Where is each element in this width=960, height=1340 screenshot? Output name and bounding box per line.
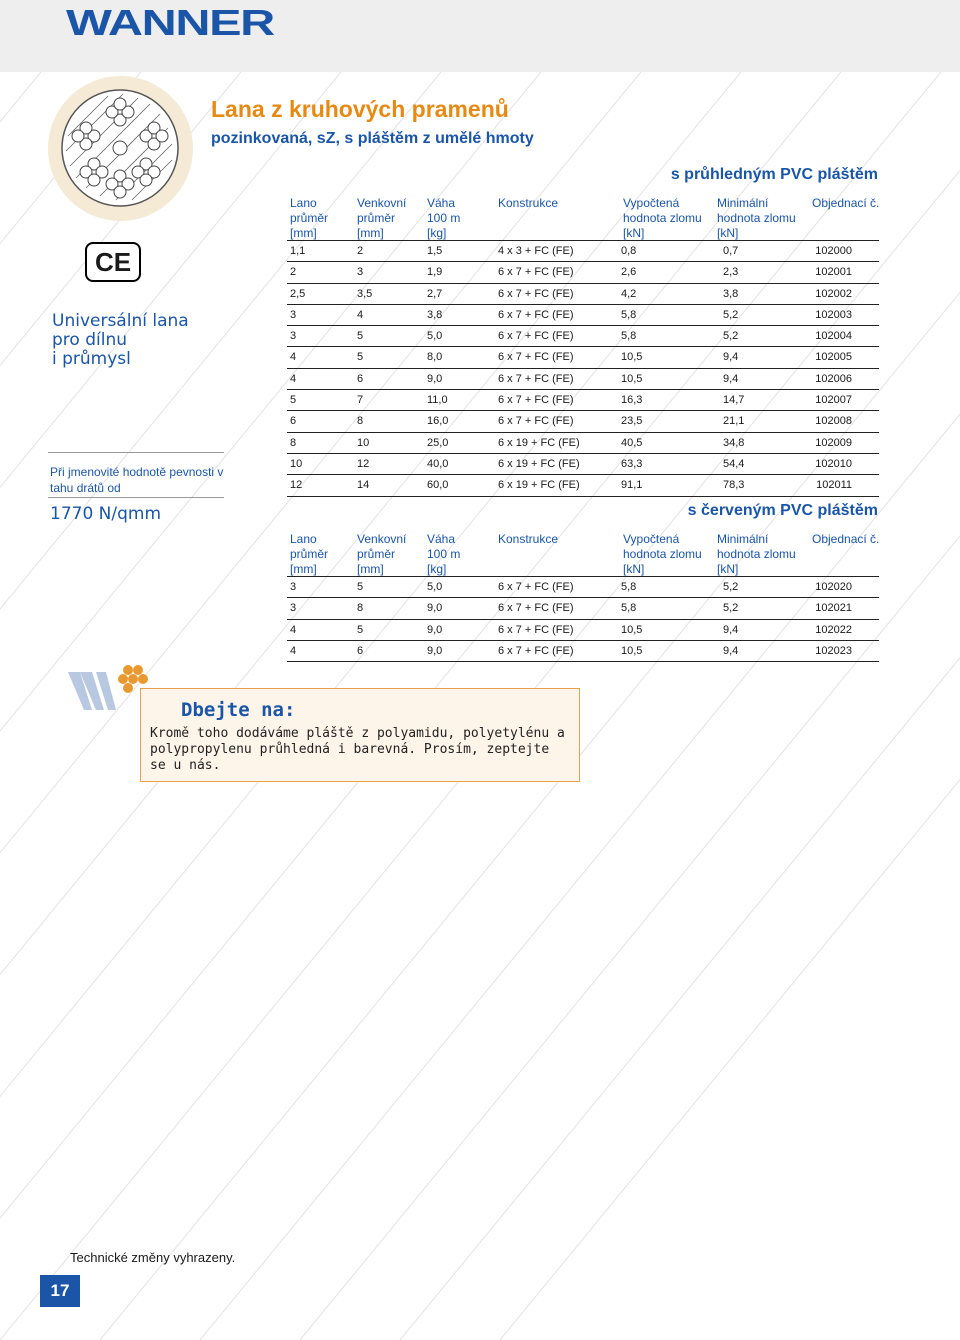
sidebar-title-line: Universální lana [52, 311, 189, 331]
cell-calculated-break: 5,8 [621, 308, 637, 321]
cell-calculated-break: 5,8 [621, 581, 637, 593]
wanner-logo: WANNER [66, 2, 274, 43]
table-row [287, 284, 879, 305]
column-header-weight: Váha 100 m [kg] [427, 532, 461, 576]
sidebar-title-line: pro dílnu [52, 330, 127, 350]
cell-diameter: 3 [290, 581, 297, 593]
cell-weight: 2,7 [427, 287, 443, 300]
column-header-weight: Váha 100 m [kg] [427, 196, 461, 240]
column-header-min-break: Minimální hodnota zlomu [kN] [717, 532, 796, 576]
cell-calculated-break: 91,1 [621, 479, 643, 492]
cell-construction: 6 x 7 + FC (FE) [498, 415, 574, 428]
cell-outer-diameter: 14 [357, 479, 370, 492]
cell-min-break: 5,2 [723, 308, 739, 321]
page-number: 17 [40, 1275, 80, 1307]
page-subtitle: pozinkovaná, sZ, s pláštěm z umělé hmoty [211, 130, 534, 147]
ce-mark-label: CE [94, 247, 132, 277]
cell-construction: 6 x 19 + FC (FE) [498, 457, 580, 470]
sidebar-title-line: i průmysl [52, 349, 131, 369]
cell-construction: 6 x 19 + FC (FE) [498, 436, 580, 449]
cell-calculated-break: 10,5 [621, 351, 643, 364]
cell-outer-diameter: 2 [357, 245, 364, 257]
cell-weight: 8,0 [427, 351, 443, 364]
cell-order-number: 102020 [815, 581, 852, 593]
sidebar-title [52, 312, 189, 369]
table-body [287, 576, 879, 662]
cell-weight: 5,0 [427, 581, 443, 593]
cell-order-number: 102011 [816, 479, 852, 492]
ce-mark [85, 242, 141, 282]
cell-outer-diameter: 10 [357, 436, 370, 449]
cell-min-break: 5,2 [723, 330, 739, 343]
cell-calculated-break: 5,8 [621, 602, 637, 615]
cell-calculated-break: 63,3 [621, 457, 643, 470]
table-row [287, 475, 879, 496]
cell-calculated-break: 10,5 [621, 372, 643, 385]
cell-outer-diameter: 3,5 [357, 287, 373, 300]
cell-outer-diameter: 8 [357, 602, 364, 615]
cell-outer-diameter: 5 [357, 623, 364, 636]
cell-diameter: 3 [290, 330, 297, 343]
cell-order-number: 102008 [815, 415, 852, 428]
sidebar-divider [48, 452, 224, 453]
cell-diameter: 2,5 [290, 287, 306, 300]
cell-min-break: 9,4 [723, 372, 739, 385]
cell-order-number: 102001 [815, 266, 852, 279]
table-row [287, 305, 879, 326]
strength-value: 1770 N/qmm [50, 504, 162, 524]
table-row [287, 262, 879, 283]
column-header-calculated-break: Vypočtená hodnota zlomu [kN] [623, 196, 702, 240]
column-header-order-number: Objednací č. [812, 532, 880, 546]
cell-weight: 9,0 [427, 623, 443, 636]
table-row [287, 347, 879, 368]
cell-min-break: 34,8 [723, 436, 745, 449]
table-row [287, 411, 879, 432]
table-row [287, 454, 879, 475]
cell-order-number: 102023 [815, 644, 852, 657]
cell-construction: 6 x 7 + FC (FE) [498, 623, 574, 636]
cell-order-number: 102005 [815, 351, 852, 364]
cell-construction: 6 x 7 + FC (FE) [498, 581, 574, 593]
cell-outer-diameter: 5 [357, 330, 364, 343]
cell-outer-diameter: 8 [357, 415, 364, 428]
section-heading-red-pvc: s červeným PVC pláštěm [687, 502, 878, 519]
table-row [287, 326, 879, 347]
cell-diameter: 1,1 [290, 245, 306, 257]
sidebar-divider [48, 497, 224, 498]
cell-calculated-break: 10,5 [621, 623, 643, 636]
cell-calculated-break: 40,5 [621, 436, 643, 449]
cell-diameter: 4 [290, 623, 297, 636]
table-header [287, 196, 879, 240]
cell-weight: 1,9 [427, 266, 443, 279]
table-row [287, 641, 879, 662]
table-header [287, 532, 879, 576]
cell-weight: 16,0 [427, 415, 449, 428]
cell-outer-diameter: 6 [357, 644, 364, 657]
table-row [287, 598, 879, 619]
table-row [287, 240, 879, 262]
header-band [0, 0, 960, 72]
rope-cross-section-icon [48, 76, 193, 221]
table-red-pvc [287, 532, 879, 662]
cell-construction: 6 x 7 + FC (FE) [498, 372, 574, 385]
cell-diameter: 5 [290, 394, 297, 407]
cell-weight: 3,8 [427, 308, 443, 321]
cell-outer-diameter: 7 [357, 394, 364, 407]
cell-outer-diameter: 3 [357, 266, 364, 279]
cell-calculated-break: 23,5 [621, 415, 643, 428]
cell-diameter: 4 [290, 351, 297, 364]
cell-min-break: 9,4 [723, 351, 739, 364]
cell-outer-diameter: 6 [357, 372, 364, 385]
table-row [287, 433, 879, 454]
cell-calculated-break: 10,5 [621, 644, 643, 657]
cell-weight: 5,0 [427, 330, 443, 343]
cell-min-break: 21,1 [723, 415, 745, 428]
wanner-w-icon [66, 652, 156, 722]
column-header-calculated-break: Vypočtená hodnota zlomu [kN] [623, 532, 702, 576]
cell-construction: 6 x 7 + FC (FE) [498, 351, 574, 364]
column-header-order-number: Objednací č. [812, 196, 880, 210]
cell-calculated-break: 4,2 [621, 287, 637, 300]
cell-min-break: 0,7 [723, 245, 739, 257]
cell-min-break: 9,4 [723, 623, 739, 636]
cell-order-number: 102010 [815, 457, 852, 470]
strength-note: Při jmenovité hodnotě pevnosti v tahu drátů od [50, 465, 224, 495]
column-header-construction: Konstrukce [498, 196, 559, 210]
column-header-diameter: Lano průměr [mm] [290, 196, 329, 240]
cell-outer-diameter: 5 [357, 351, 364, 364]
cell-calculated-break: 2,6 [621, 266, 637, 279]
cell-calculated-break: 5,8 [621, 330, 637, 343]
column-header-construction: Konstrukce [498, 532, 559, 546]
table-body [287, 240, 879, 497]
notice-box [140, 688, 580, 782]
rope-cross-section-badge [48, 76, 193, 221]
cell-order-number: 102003 [815, 308, 852, 321]
cell-weight: 9,0 [427, 644, 443, 657]
cell-weight: 11,0 [427, 394, 448, 407]
cell-order-number: 102002 [815, 287, 852, 300]
cell-construction: 6 x 7 + FC (FE) [498, 644, 574, 657]
cell-order-number: 102022 [815, 623, 852, 636]
cell-order-number: 102000 [815, 245, 852, 257]
cell-min-break: 14,7 [723, 394, 745, 407]
cell-order-number: 102009 [815, 436, 852, 449]
cell-weight: 1,5 [427, 245, 443, 257]
table-row [287, 620, 879, 641]
cell-construction: 6 x 7 + FC (FE) [498, 394, 574, 407]
cell-construction: 6 x 7 + FC (FE) [498, 287, 574, 300]
cell-min-break: 9,4 [723, 644, 739, 657]
cell-min-break: 78,3 [723, 479, 745, 492]
cell-min-break: 2,3 [723, 266, 739, 279]
cell-diameter: 4 [290, 372, 297, 385]
cell-construction: 6 x 7 + FC (FE) [498, 330, 574, 343]
column-header-outer-diameter: Venkovní průměr [mm] [357, 196, 407, 240]
cell-construction: 6 x 7 + FC (FE) [498, 266, 574, 279]
cell-calculated-break: 0,8 [621, 245, 637, 257]
column-header-outer-diameter: Venkovní průměr [mm] [357, 532, 407, 576]
cell-order-number: 102004 [815, 330, 852, 343]
cell-min-break: 5,2 [723, 581, 739, 593]
cell-outer-diameter: 4 [357, 308, 364, 321]
cell-construction: 4 x 3 + FC (FE) [498, 245, 574, 257]
column-header-min-break: Minimální hodnota zlomu [kN] [717, 196, 796, 240]
cell-construction: 6 x 7 + FC (FE) [498, 308, 574, 321]
cell-diameter: 3 [290, 308, 297, 321]
cell-diameter: 3 [290, 602, 297, 615]
cell-diameter: 8 [290, 436, 297, 449]
cell-weight: 25,0 [427, 436, 449, 449]
cell-diameter: 4 [290, 644, 297, 657]
section-heading-clear-pvc: s průhledným PVC pláštěm [670, 166, 878, 183]
cell-weight: 9,0 [427, 372, 443, 385]
cell-outer-diameter: 5 [357, 581, 364, 593]
table-row [287, 576, 879, 598]
cell-weight: 60,0 [427, 479, 449, 492]
cell-diameter: 2 [290, 266, 297, 279]
column-header-diameter: Lano průměr [mm] [290, 532, 329, 576]
cell-calculated-break: 16,3 [621, 394, 643, 407]
cell-weight: 9,0 [427, 602, 443, 615]
page-title: Lana z kruhových pramenů [211, 96, 509, 122]
cell-order-number: 102006 [815, 372, 852, 385]
cell-min-break: 5,2 [723, 602, 739, 615]
cell-min-break: 54,4 [723, 457, 745, 470]
notice-title: Dbejte na: [181, 699, 296, 721]
cell-construction: 6 x 19 + FC (FE) [498, 479, 580, 492]
cell-diameter: 6 [290, 415, 297, 428]
footer-disclaimer: Technické změny vyhrazeny. [70, 1250, 236, 1265]
table-row [287, 390, 879, 411]
table-clear-pvc [287, 196, 879, 497]
table-row [287, 369, 879, 390]
cell-diameter: 12 [290, 479, 303, 492]
cell-outer-diameter: 12 [357, 457, 370, 470]
cell-order-number: 102007 [815, 394, 852, 407]
cell-weight: 40,0 [427, 457, 449, 470]
cell-construction: 6 x 7 + FC (FE) [498, 602, 574, 615]
cell-order-number: 102021 [815, 602, 852, 615]
cell-min-break: 3,8 [723, 287, 739, 300]
notice-text: Kromě toho dodáváme pláště z polyamidu, polyetylénu a polypropylenu průhledná i barevná. Prosím, zeptejte se u nás. [150, 726, 565, 773]
cell-diameter: 10 [290, 457, 303, 470]
